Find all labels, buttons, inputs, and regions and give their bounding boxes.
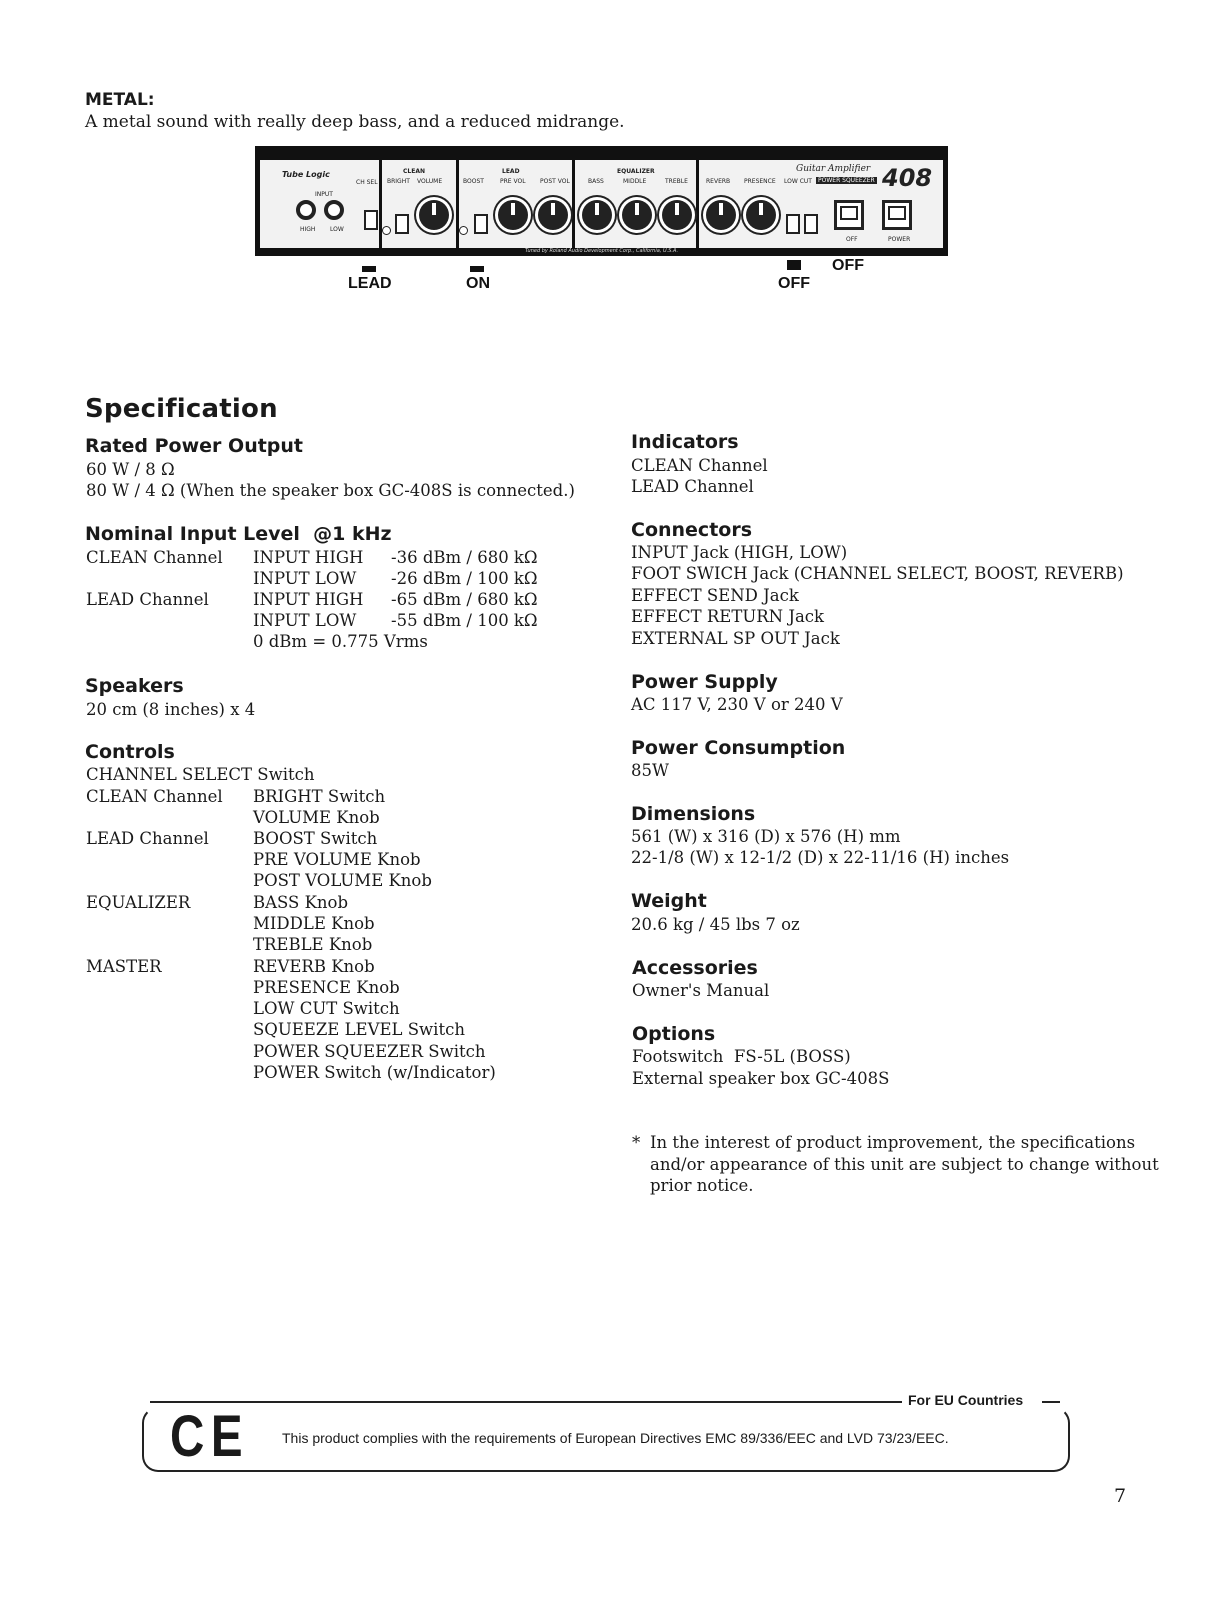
reverb-label: REVERB: [706, 178, 731, 185]
guitar-amplifier-label: Guitar Amplifier: [796, 164, 871, 174]
input-label: INPUT: [315, 191, 333, 198]
low-label: LOW: [330, 226, 344, 233]
controls-item: BOOST Switch: [253, 829, 378, 848]
presence-knob[interactable]: [746, 200, 776, 230]
accessories-heading: Accessories: [632, 957, 758, 979]
channel-select-item: CHANNEL SELECT Switch: [86, 765, 315, 784]
eu-label: For EU Countries: [908, 1392, 1024, 1408]
nominal-value: -26 dBm / 100 kΩ: [391, 569, 538, 588]
notice-line: prior notice.: [650, 1176, 754, 1195]
low-cut-state-label: OFF: [778, 275, 810, 292]
options-heading: Options: [632, 1023, 716, 1045]
lead-switch-marker: [362, 266, 376, 272]
middle-label: MIDDLE: [623, 178, 647, 185]
power-consumption-heading: Power Consumption: [631, 737, 846, 759]
off-label-panel: OFF: [846, 236, 858, 243]
low-cut-label: LOW CUT: [784, 178, 812, 185]
nominal-channel: LEAD Channel: [86, 590, 209, 609]
eu-top-line: [150, 1401, 902, 1403]
boost-switch-marker: [470, 266, 484, 272]
connectors-line: INPUT Jack (HIGH, LOW): [631, 543, 848, 562]
dimensions-heading: Dimensions: [631, 803, 756, 825]
nominal-input: INPUT LOW: [253, 569, 357, 588]
connectors-line: EXTERNAL SP OUT Jack: [631, 629, 840, 648]
page-number: 7: [1114, 1485, 1127, 1507]
lead-indicator: [459, 226, 468, 235]
treble-label: TREBLE: [665, 178, 688, 185]
pre-vol-label: PRE VOL: [500, 178, 526, 185]
controls-item: SQUEEZE LEVEL Switch: [253, 1020, 465, 1039]
panel-face: [260, 160, 943, 248]
weight-heading: Weight: [631, 890, 707, 912]
bright-switch[interactable]: [395, 214, 409, 234]
ch-sel-label: CH SEL: [356, 179, 378, 186]
equalizer-label: EQUALIZER: [617, 168, 655, 175]
nominal-input-heading: Nominal Input Level @1 kHz: [85, 523, 392, 545]
speakers-heading: Speakers: [85, 675, 184, 697]
nominal-value: -65 dBm / 680 kΩ: [391, 590, 538, 609]
connectors-heading: Connectors: [631, 519, 753, 541]
connectors-line: EFFECT SEND Jack: [631, 586, 799, 605]
accessories-text: Owner's Manual: [632, 981, 770, 1000]
controls-item: PRESENCE Knob: [253, 978, 400, 997]
notice-asterisk: *: [632, 1133, 641, 1152]
nominal-input: INPUT HIGH: [253, 590, 364, 609]
nominal-value: -36 dBm / 680 kΩ: [391, 548, 538, 567]
clean-label: CLEAN: [403, 168, 425, 175]
bright-label: BRIGHT: [387, 178, 410, 185]
bass-knob[interactable]: [582, 200, 612, 230]
indicators-line: LEAD Channel: [631, 477, 754, 496]
controls-group: LEAD Channel: [86, 829, 209, 848]
power-squeezer-label: POWER SQUEEZER: [818, 177, 875, 184]
low-cut-switch-marker: [787, 260, 801, 270]
indicators-line: CLEAN Channel: [631, 456, 768, 475]
tube-logic-logo: Tube Logic: [282, 170, 330, 179]
post-vol-label: POST VOL: [540, 178, 570, 185]
power-label: POWER: [888, 236, 911, 243]
power-button[interactable]: [882, 200, 912, 230]
controls-group: MASTER: [86, 957, 162, 976]
metal-description: A metal sound with really deep bass, and a reduced midrange.: [85, 112, 625, 132]
clean-indicator: [382, 226, 391, 235]
controls-item: BRIGHT Switch: [253, 787, 386, 806]
weight-text: 20.6 kg / 45 lbs 7 oz: [631, 915, 800, 934]
spec-title: Specification: [85, 394, 278, 424]
rated-power-line: 60 W / 8 Ω: [86, 460, 175, 479]
low-cut-switch[interactable]: [786, 214, 800, 234]
controls-item: MIDDLE Knob: [253, 914, 375, 933]
controls-item: POST VOLUME Knob: [253, 871, 432, 890]
options-line: Footswitch FS-5L (BOSS): [632, 1047, 851, 1066]
notice-line: In the interest of product improvement, the specifications: [650, 1133, 1136, 1152]
lead-state-label: LEAD: [348, 275, 392, 292]
power-squeezer-button[interactable]: [834, 200, 864, 230]
squeeze-level-switch[interactable]: [804, 214, 818, 234]
input-low-jack[interactable]: [324, 200, 344, 220]
model-number: 408: [882, 164, 933, 192]
rated-power-heading: Rated Power Output: [85, 435, 304, 457]
boost-state-label: ON: [466, 275, 490, 292]
nominal-input: INPUT LOW: [253, 611, 357, 630]
middle-knob[interactable]: [622, 200, 652, 230]
power-consumption-text: 85W: [631, 761, 669, 780]
controls-item: REVERB Knob: [253, 957, 375, 976]
eu-top-line-right: [1042, 1401, 1060, 1403]
controls-item: POWER Switch (w/Indicator): [253, 1063, 496, 1082]
dimensions-line: 22-1/8 (W) x 12-1/2 (D) x 22-11/16 (H) inches: [631, 848, 1010, 867]
nominal-input: INPUT HIGH: [253, 548, 364, 567]
connectors-line: EFFECT RETURN Jack: [631, 607, 825, 626]
clean-volume-knob[interactable]: [419, 200, 449, 230]
post-volume-knob[interactable]: [538, 200, 568, 230]
nominal-channel: CLEAN Channel: [86, 548, 223, 567]
controls-item: PRE VOLUME Knob: [253, 850, 421, 869]
high-label: HIGH: [300, 226, 316, 233]
channel-select-switch[interactable]: [364, 210, 378, 230]
boost-label: BOOST: [463, 178, 484, 185]
power-squeezer-state-label: OFF: [832, 257, 864, 274]
controls-item: LOW CUT Switch: [253, 999, 400, 1018]
ce-mark: CE: [170, 1404, 250, 1469]
notice-line: and/or appearance of this unit are subject to change without: [650, 1155, 1159, 1174]
pre-volume-knob[interactable]: [498, 200, 528, 230]
controls-item: TREBLE Knob: [253, 935, 373, 954]
controls-heading: Controls: [85, 741, 175, 763]
controls-group: CLEAN Channel: [86, 787, 223, 806]
power-supply-heading: Power Supply: [631, 671, 778, 693]
input-high-jack[interactable]: [296, 200, 316, 220]
lead-label: LEAD: [502, 168, 520, 175]
reverb-knob[interactable]: [706, 200, 736, 230]
bass-label: BASS: [588, 178, 604, 185]
amp-front-panel: [255, 146, 948, 256]
dimensions-line: 561 (W) x 316 (D) x 576 (H) mm: [631, 827, 901, 846]
controls-item: BASS Knob: [253, 893, 349, 912]
treble-knob[interactable]: [662, 200, 692, 230]
options-line: External speaker box GC-408S: [632, 1069, 890, 1088]
speakers-text: 20 cm (8 inches) x 4: [86, 700, 256, 719]
power-supply-text: AC 117 V, 230 V or 240 V: [631, 695, 843, 714]
nominal-note: 0 dBm = 0.775 Vrms: [253, 632, 428, 651]
controls-item: POWER SQUEEZER Switch: [253, 1042, 486, 1061]
metal-heading: METAL:: [85, 90, 155, 110]
indicators-heading: Indicators: [631, 431, 739, 453]
volume-label: VOLUME: [417, 178, 443, 185]
rated-power-line: 80 W / 4 Ω (When the speaker box GC-408S is connected.): [86, 481, 575, 500]
controls-item: VOLUME Knob: [253, 808, 380, 827]
panel-footer: Tuned by Roland Audio Development Corp., California, U.S.A.: [525, 248, 679, 254]
nominal-value: -55 dBm / 100 kΩ: [391, 611, 538, 630]
presence-label: PRESENCE: [744, 178, 776, 185]
connectors-line: FOOT SWICH Jack (CHANNEL SELECT, BOOST, REVERB): [631, 564, 1124, 583]
eu-text: This product complies with the requirements of European Directives EMC 89/336/EEC and LVD 73/23/EEC.: [282, 1430, 949, 1446]
controls-group: EQUALIZER: [86, 893, 191, 912]
boost-switch[interactable]: [474, 214, 488, 234]
